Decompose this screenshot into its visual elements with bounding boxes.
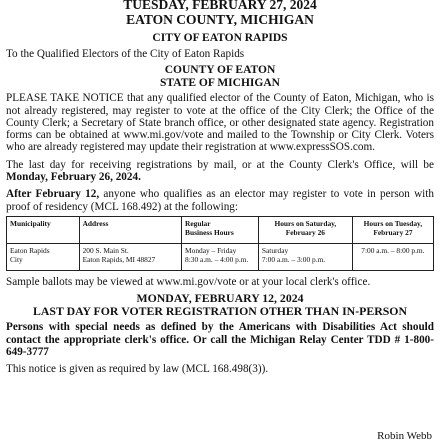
- last-day-heading: LAST DAY FOR VOTER REGISTRATION OTHER THAN IN-PERSON: [33, 303, 407, 318]
- header-saturday-line1: Hours on Saturday,: [274, 218, 337, 228]
- municipality-line2: City: [10, 254, 23, 264]
- intro-line: To the Qualified Electors of the City of Eaton Rapids: [6, 48, 245, 60]
- after-text: anyone who qualifies as an elector may register to vote in person with proof of residency (MCL 168.492) at the following:: [6, 188, 434, 213]
- state-of-michigan-heading: STATE OF MICHIGAN: [160, 76, 280, 89]
- deadline-text: The last day for receiving registrations by mail, or at the County Clerk's Office, will be: [6, 158, 434, 171]
- header-saturday-line2: February 26: [285, 227, 325, 237]
- header-tuesday-line1: Hours on Tuesday,: [363, 218, 423, 228]
- county-of-eaton-heading: COUNTY OF EATON: [164, 64, 276, 77]
- header-regular-line2: Business Hours: [185, 227, 234, 237]
- cell-address: [79, 243, 181, 270]
- saturday-line2: 7:00 a.m. – 3:00 p.m.: [261, 254, 326, 264]
- clerk-signature: Robin Webb: [377, 430, 432, 442]
- registration-hours-table: [6, 216, 434, 271]
- deadline-paragraph: [6, 159, 434, 184]
- regular-line2: 8:30 a.m. – 4:00 p.m.: [185, 254, 249, 264]
- cell-tuesday-hours: 7:00 a.m. – 8:00 p.m.: [352, 243, 433, 270]
- header-regular-hours: [182, 216, 259, 243]
- notice-paragraph: PLEASE TAKE NOTICE that any qualified elector of the County of Eaton, Michigan, who is not already registered, may register to vote at the office of the City Clerk; the Office of the County Clerk; a Secretary of State branch office, or other designated state agency. Registration forms can be obtained at www.mi.gov/vote and mailed to the Township or City Clerk. Voters who are already registered may update their registration at www.expressSOS.com.: [6, 92, 434, 154]
- table-row: [7, 243, 434, 270]
- header-tuesday-line2: February 27: [373, 227, 413, 237]
- sample-ballots-line: Sample ballots may be viewed at www.mi.gov/vote or at your local clerk's office.: [6, 275, 371, 288]
- cell-municipality: [7, 243, 80, 270]
- deadline-date: Monday, February 26, 2024.: [6, 171, 141, 184]
- notice-county-heading: EATON COUNTY, MICHIGAN: [126, 12, 314, 27]
- cell-saturday-hours: [258, 243, 352, 270]
- header-address: Address: [79, 216, 181, 243]
- notice-date-heading: TUESDAY, FEBRUARY 27, 2024: [123, 0, 317, 12]
- last-day-date-heading: MONDAY, FEBRUARY 12, 2024: [136, 291, 304, 306]
- required-by-law-line: This notice is given as required by law (MCL 168.498(3)).: [6, 363, 269, 376]
- cell-regular-hours: [182, 243, 259, 270]
- header-saturday-hours: [258, 216, 352, 243]
- after-lead: After February 12,: [6, 188, 100, 201]
- header-regular-line1: Regular: [185, 218, 211, 228]
- after-paragraph: [6, 188, 434, 213]
- address-line1: 200 S. Main St.: [82, 245, 129, 255]
- municipality-line1: Eaton Rapids: [10, 245, 50, 255]
- notice-city-heading: CITY OF EATON RAPIDS: [152, 32, 288, 44]
- saturday-line1: Saturday: [261, 245, 289, 255]
- special-needs-paragraph: Persons with special needs as defined by the Americans with Disabilities Act should contact the appropriate clerk's office. Or call the Michigan Relay Center TDD # 1-800-649-3777: [6, 321, 434, 358]
- regular-line1: Monday – Friday: [185, 245, 237, 255]
- address-line2: Eaton Rapids, MI 48827: [82, 254, 156, 264]
- header-municipality: Municipality: [7, 216, 80, 243]
- table-header-row: [7, 216, 434, 243]
- header-tuesday-hours: [352, 216, 433, 243]
